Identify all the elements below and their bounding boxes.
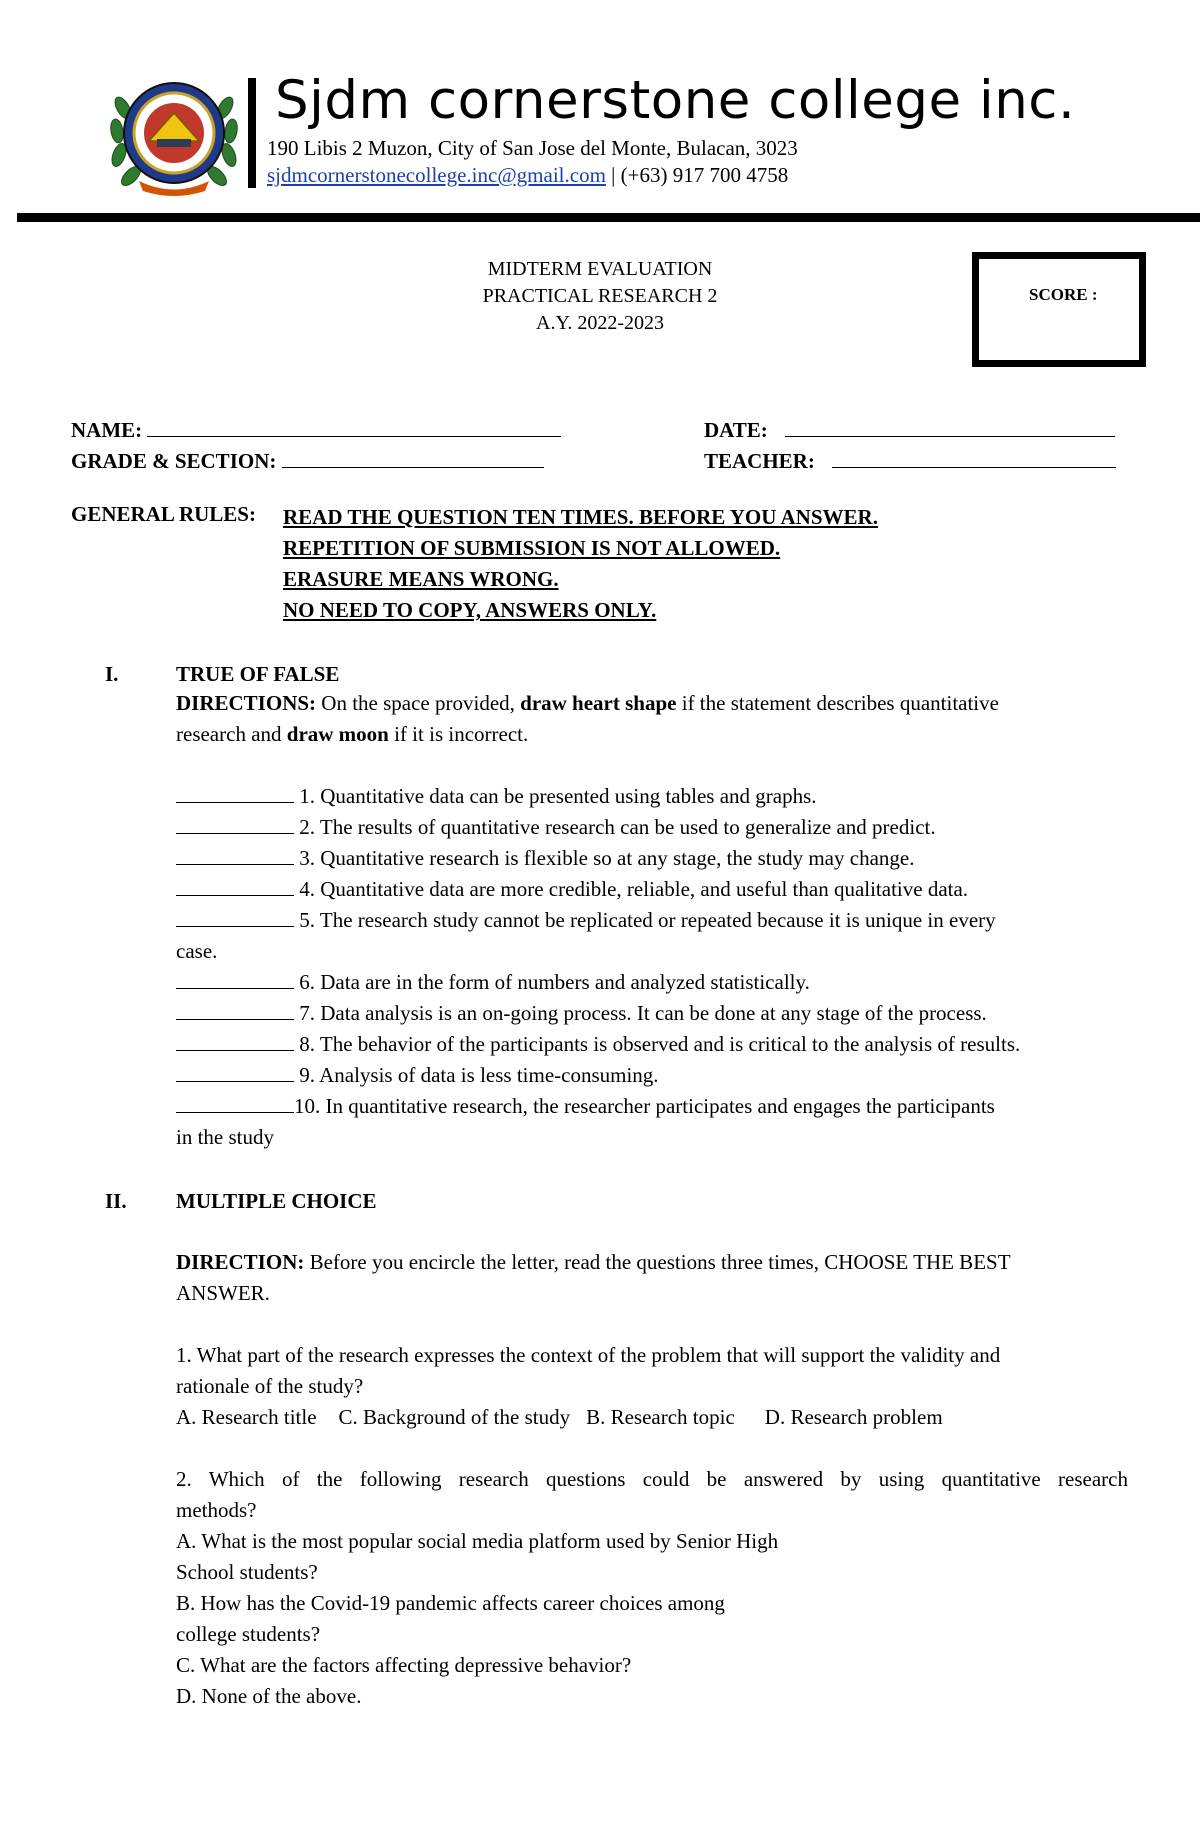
- score-label: SCORE :: [1029, 285, 1098, 304]
- rule-item: NO NEED TO COPY, ANSWERS ONLY.: [283, 598, 657, 622]
- question-2-text: 2. Which of the following research questions could be answered by using quantitative research: [176, 1467, 1128, 1491]
- directions-text: if the statement describes quantitative: [676, 691, 999, 715]
- answer-blank[interactable]: [176, 908, 294, 927]
- option-a[interactable]: A. What is the most popular social media platform used by Senior High: [176, 1529, 779, 1553]
- exam-title-line-3: A.Y. 2022-2023: [536, 312, 664, 334]
- tf-item: [176, 1091, 1020, 1122]
- name-line[interactable]: [147, 416, 561, 437]
- section-1-number: I.: [105, 662, 119, 686]
- rule-item: READ THE QUESTION TEN TIMES. BEFORE YOU ANSWER.: [283, 505, 878, 529]
- question-1-text: 1. What part of the research expresses the context of the problem that will support the validity and: [176, 1343, 1001, 1367]
- tf-item-text: 2. The results of quantitative research can be used to generalize and predict.: [294, 815, 936, 839]
- header-divider-bar: [248, 78, 256, 188]
- grade-section-line[interactable]: [282, 447, 544, 468]
- question-2: [176, 1464, 1128, 1712]
- exam-title-line-2: PRACTICAL RESEARCH 2: [482, 285, 718, 307]
- direction-text: Before you encircle the letter, read the questions three times, CHOOSE THE BEST: [304, 1250, 1011, 1274]
- answer-blank[interactable]: [176, 1063, 294, 1082]
- answer-blank[interactable]: [176, 1094, 294, 1113]
- score-box[interactable]: [972, 252, 1146, 367]
- tf-item: [176, 1060, 1020, 1091]
- direction-label: DIRECTION:: [176, 1250, 305, 1274]
- contact-separator: |: [605, 163, 621, 187]
- tf-item: [176, 905, 1020, 936]
- tf-item-text: 3. Quantitative research is flexible so at any stage, the study may change.: [294, 846, 915, 870]
- tf-item: [176, 967, 1020, 998]
- tf-item-text: 6. Data are in the form of numbers and analyzed statistically.: [294, 970, 810, 994]
- school-seal-logo: [109, 73, 239, 198]
- tf-item: [176, 843, 1020, 874]
- general-rules-label: GENERAL RULES:: [71, 502, 256, 526]
- question-1: [176, 1340, 1128, 1433]
- section-2-title: MULTIPLE CHOICE: [176, 1189, 377, 1213]
- tf-item-text: 1. Quantitative data can be presented using tables and graphs.: [294, 784, 817, 808]
- tf-item-text: 10. In quantitative research, the researcher participates and engages the participants: [294, 1094, 995, 1118]
- answer-blank[interactable]: [176, 877, 294, 896]
- tf-item: [176, 812, 1020, 843]
- answer-blank[interactable]: [176, 846, 294, 865]
- rule-item: REPETITION OF SUBMISSION IS NOT ALLOWED.: [283, 536, 781, 560]
- option-b[interactable]: B. How has the Covid-19 pandemic affects career choices among: [176, 1591, 725, 1615]
- name-field[interactable]: [71, 416, 561, 444]
- option-b[interactable]: B. Research topic: [586, 1405, 735, 1429]
- exam-title-line-1: MIDTERM EVALUATION: [487, 258, 713, 280]
- option-c[interactable]: C. Background of the study: [338, 1405, 571, 1429]
- general-rules-list: [283, 502, 878, 626]
- school-address: 190 Libis 2 Muzon, City of San Jose del Monte, Bulacan, 3023: [267, 136, 798, 160]
- section-2-direction: [176, 1247, 1128, 1309]
- phone-number: (+63) 917 700 4758: [620, 163, 789, 187]
- tf-item: [176, 1029, 1020, 1060]
- directions-bold-heart: draw heart shape: [520, 691, 677, 715]
- email-link[interactable]: sjdmcornerstonecollege.inc@gmail.com: [267, 163, 606, 187]
- teacher-label: TEACHER:: [704, 449, 815, 473]
- option-a-continued[interactable]: School students?: [176, 1560, 318, 1584]
- grade-section-label: GRADE & SECTION:: [71, 449, 277, 473]
- directions-bold-moon: draw moon: [286, 722, 389, 746]
- tf-item-text: 7. Data analysis is an on-going process. It can be done at any stage of the process.: [294, 1001, 987, 1025]
- true-false-items: [176, 781, 1020, 1153]
- directions-text: On the space provided,: [316, 691, 521, 715]
- date-label: DATE:: [704, 418, 768, 442]
- option-b-continued[interactable]: college students?: [176, 1622, 321, 1646]
- exam-title: [380, 256, 820, 337]
- header-rule: [17, 213, 1200, 222]
- section-2-number: II.: [105, 1189, 127, 1213]
- directions-text: research and: [176, 722, 287, 746]
- name-label: NAME:: [71, 418, 143, 442]
- question-1-text: rationale of the study?: [176, 1374, 364, 1398]
- teacher-field[interactable]: [704, 447, 1116, 475]
- tf-item-text: 9. Analysis of data is less time-consuming.: [294, 1063, 659, 1087]
- rule-item: ERASURE MEANS WRONG.: [283, 567, 559, 591]
- tf-item-text: 4. Quantitative data are more credible, reliable, and useful than qualitative data.: [294, 877, 969, 901]
- section-1-directions: [176, 688, 1126, 750]
- option-d[interactable]: D. Research problem: [764, 1405, 943, 1429]
- tf-item-text: 5. The research study cannot be replicated or repeated because it is unique in every: [294, 908, 996, 932]
- date-field[interactable]: [704, 416, 1115, 444]
- tf-item-text: 8. The behavior of the participants is observed and is critical to the analysis of results.: [294, 1032, 1021, 1056]
- option-c[interactable]: C. What are the factors affecting depressive behavior?: [176, 1653, 632, 1677]
- tf-item: [176, 781, 1020, 812]
- question-1-options: [176, 1402, 1128, 1433]
- school-name: Sjdm cornerstone college inc.: [275, 70, 1076, 131]
- tf-item-continuation: in the study: [176, 1125, 274, 1149]
- option-d[interactable]: D. None of the above.: [176, 1684, 362, 1708]
- answer-blank[interactable]: [176, 1032, 294, 1051]
- answer-blank[interactable]: [176, 784, 294, 803]
- answer-blank[interactable]: [176, 970, 294, 989]
- date-line[interactable]: [785, 416, 1115, 437]
- section-1-title: TRUE OF FALSE: [176, 662, 340, 686]
- school-contact: [267, 162, 788, 188]
- tf-item: [176, 874, 1020, 905]
- answer-blank[interactable]: [176, 815, 294, 834]
- tf-item: [176, 998, 1020, 1029]
- answer-blank[interactable]: [176, 1001, 294, 1020]
- tf-item-continuation: case.: [176, 939, 218, 963]
- question-2-text: methods?: [176, 1498, 257, 1522]
- direction-text: ANSWER.: [176, 1281, 270, 1305]
- directions-label: DIRECTIONS:: [176, 691, 317, 715]
- grade-section-field[interactable]: [71, 447, 544, 475]
- teacher-line[interactable]: [832, 447, 1116, 468]
- option-a[interactable]: A. Research title: [176, 1405, 317, 1429]
- directions-text: if it is incorrect.: [388, 722, 529, 746]
